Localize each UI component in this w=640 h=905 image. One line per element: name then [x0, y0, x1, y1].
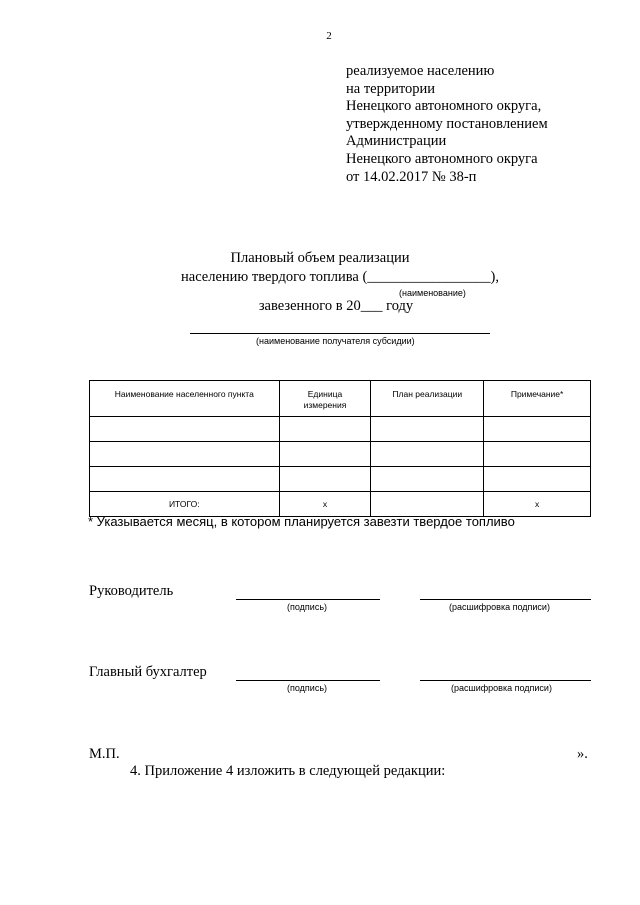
title-line-3: завезенного в 20___ году — [258, 298, 414, 314]
column-header: Примечание* — [484, 381, 591, 417]
stamp-label: М.П. — [89, 746, 120, 762]
accountant-signature-label: Главный бухгалтер — [89, 664, 207, 680]
total-cell — [371, 492, 484, 517]
column-header: Единица измерения — [279, 381, 371, 417]
total-cell: x — [279, 492, 371, 517]
footnote: * Указывается месяц, в котором планируется завезти твердое топливо — [88, 514, 515, 529]
header-line: реализуемое населению — [346, 63, 495, 79]
table-row — [90, 417, 591, 442]
header-line: на территории — [346, 80, 436, 97]
plan-table — [89, 380, 591, 517]
header-line: от 14.02.2017 № 38-п — [346, 168, 477, 185]
head-decode-line — [420, 599, 591, 600]
table-row — [90, 442, 591, 467]
column-header: План реализации — [371, 381, 484, 417]
table-total-row — [90, 492, 591, 517]
recipient-note: (наименование получателя субсидии) — [256, 336, 415, 346]
head-sign-note: (подпись) — [287, 602, 328, 612]
accountant-sign-note: (подпись) — [287, 683, 328, 693]
total-cell: x — [484, 492, 591, 517]
total-label: ИТОГО: — [90, 492, 280, 517]
title-line-2: населению твердого топлива (_________________), — [181, 269, 499, 285]
table-row — [90, 467, 591, 492]
recipient-line — [190, 333, 490, 334]
header-line: утвержденному постановлением — [346, 115, 548, 132]
page-number: 2 — [326, 30, 332, 42]
column-header: Наименование населенного пункта — [90, 381, 280, 417]
accountant-signature-line — [236, 680, 380, 681]
header-line: Ненецкого автономного округа, — [346, 98, 542, 115]
closing-quote: ». — [577, 746, 588, 762]
accountant-decode-line — [420, 680, 591, 681]
head-signature-line — [236, 599, 380, 600]
header-line: Ненецкого автономного округа — [346, 150, 538, 167]
accountant-decode-note: (расшифровка подписи) — [451, 683, 552, 693]
table-header-row — [90, 381, 591, 417]
head-signature-label: Руководитель — [89, 583, 174, 599]
head-decode-note: (расшифровка подписи) — [449, 602, 550, 612]
header-line: Администрации — [346, 133, 447, 150]
approval-header — [346, 63, 548, 186]
amendment-paragraph: 4. Приложение 4 изложить в следующей редакции: — [130, 763, 446, 779]
title-line-1: Плановый объем реализации — [230, 250, 410, 266]
naming-note: (наименование) — [399, 288, 466, 298]
